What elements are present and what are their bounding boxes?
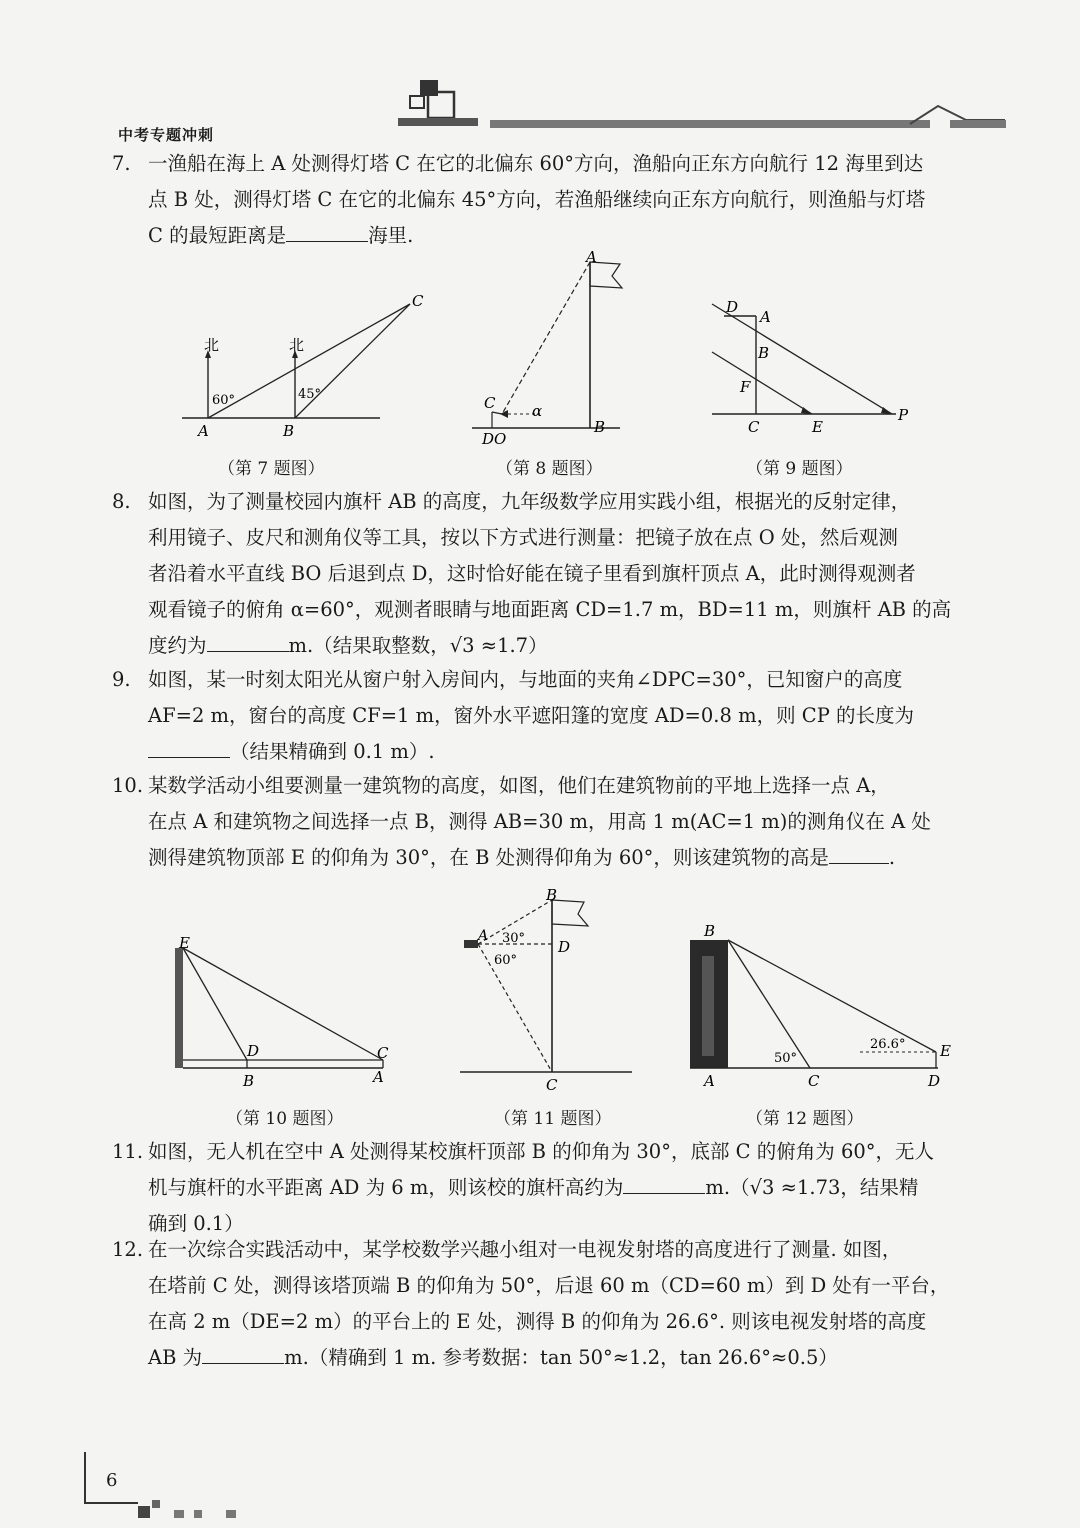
point-label-A: A [760,308,771,326]
page-number: 6 [106,1470,118,1491]
point-label-E: E [812,418,823,436]
point-label-A: A [586,248,597,266]
point-label-O: O [494,430,507,448]
point-label-D: D [928,1072,941,1090]
point-label-B: B [283,422,295,440]
point-label-A: A [198,422,209,440]
question-text: m.（精确到 1 m. 参考数据：tan 50°≈1.2，tan 26.6°≈0.5） [284,1346,838,1369]
header-label: 中考专题冲刺 [118,126,215,144]
figure-11-caption: （第 11 题图） [494,1109,612,1129]
point-label-A: A [704,1072,715,1090]
question-text: m.（√3 ≈1.73，结果精 [705,1176,919,1199]
question-text: 观看镜子的俯角 α=60°，观测者眼睛与地面距离 CD=1.7 m，BD=11 m，则旗杆 AB 的高 [148,598,952,621]
answer-blank[interactable] [207,633,289,652]
question-8 [112,484,982,664]
point-label-C: C [808,1072,820,1090]
header-decoration [390,78,1010,134]
point-label-D: D [558,938,571,956]
answer-blank[interactable] [148,739,230,758]
point-label-B: B [594,418,606,436]
question-text: . [888,846,896,869]
point-label-D: D [482,430,495,448]
north-label: 北 [204,336,220,354]
question-9 [112,662,982,770]
figure-9-caption: （第 9 题图） [746,459,853,479]
point-label-B: B [758,344,770,362]
answer-blank[interactable] [286,223,368,242]
figure-7 [170,290,440,440]
question-text: 一渔船在海上 A 处测得灯塔 C 在它的北偏东 60°方向，渔船向正东方向航行 12 海里到达 [148,152,924,175]
question-text: 度约为 [148,634,207,657]
question-text: （结果精确到 0.1 m）. [230,740,435,763]
question-11 [112,1134,982,1242]
answer-blank[interactable] [829,845,889,864]
question-number: 9. [112,668,131,691]
question-10 [112,768,982,876]
question-text: 在塔前 C 处，测得该塔顶端 B 的仰角为 50°，后退 60 m（CD=60 m）到 D 处有一平台， [148,1274,950,1297]
angle-label: 50° [774,1051,798,1066]
point-label-D: D [726,298,739,316]
question-text: m.（结果取整数，√3 ≈1.7） [288,634,548,657]
question-text: 点 B 处，测得灯塔 C 在它的北偏东 45°方向，若渔船继续向正东方向航行，则渔船与灯塔 [148,188,926,211]
figure-8 [470,248,640,448]
question-text: AB 为 [148,1346,203,1369]
question-text: 在点 A 和建筑物之间选择一点 B，测得 AB=30 m，用高 1 m(AC=1 m)的测角仪在 A 处 [148,810,931,833]
point-label-F: F [740,378,751,396]
point-label-A: A [373,1068,384,1086]
angle-label: 45° [298,387,322,402]
figure-12 [686,920,956,1092]
angle-label: 30° [502,931,526,946]
figure-9 [700,294,920,440]
question-text: AF=2 m，窗台的高度 CF=1 m，窗外水平遮阳篷的宽度 AD=0.8 m，则 CP 的长度为 [148,704,915,727]
question-text: 如图，某一时刻太阳光从窗户射入房间内，与地面的夹角∠DPC=30°，已知窗户的高度 [148,668,903,691]
question-number: 11. [112,1140,144,1163]
question-7 [112,146,982,254]
point-label-D: D [247,1042,260,1060]
question-text: 在一次综合实践活动中，某学校数学兴趣小组对一电视发射塔的高度进行了测量. 如图， [148,1238,902,1261]
point-label-A: A [478,928,489,944]
point-label-C: C [484,394,496,412]
question-text: 某数学活动小组要测量一建筑物的高度，如图，他们在建筑物前的平地上选择一点 A， [148,774,890,797]
point-label-P: P [898,406,909,424]
figure-11 [452,886,642,1096]
question-number: 8. [112,490,131,513]
point-label-C: C [412,292,424,310]
question-text: 如图，无人机在空中 A 处测得某校旗杆顶部 B 的仰角为 30°，底部 C 的俯角为 60°，无人 [148,1140,935,1163]
question-text: 海里. [368,224,414,247]
point-label-B: B [704,922,716,940]
angle-label-alpha: α [532,402,543,420]
angle-label: 60° [494,953,518,968]
question-text: 测得建筑物顶部 E 的仰角为 30°，在 B 处测得仰角为 60°，则该建筑物的高是 [148,846,829,869]
point-label-E: E [940,1042,951,1060]
question-number: 7. [112,152,131,175]
answer-blank[interactable] [623,1175,705,1194]
north-label: 北 [289,336,305,354]
answer-blank[interactable] [202,1345,284,1364]
point-label-C: C [546,1076,558,1094]
question-text: 者沿着水平直线 BO 后退到点 D，这时恰好能在镜子里看到旗杆顶点 A，此时测得观测者 [148,562,916,585]
question-text: 如图，为了测量校园内旗杆 AB 的高度，九年级数学应用实践小组，根据光的反射定律， [148,490,911,513]
footer-decoration [134,1496,274,1526]
question-text: 机与旗杆的水平距离 AD 为 6 m，则该校的旗杆高约为 [148,1176,624,1199]
angle-label: 60° [212,393,236,408]
question-text: 确到 0.1） [148,1212,244,1235]
page-number-box [84,1452,138,1504]
question-number: 10. [112,774,144,797]
figure-12-caption: （第 12 题图） [746,1109,864,1129]
point-label-E: E [179,934,190,952]
figure-10 [165,928,405,1093]
question-text: C 的最短距离是 [148,224,287,247]
figure-7-caption: （第 7 题图） [218,459,325,479]
question-text: 利用镜子、皮尺和测角仪等工具，按以下方式进行测量：把镜子放在点 O 处，然后观测 [148,526,898,549]
question-12 [112,1232,982,1376]
figure-10-caption: （第 10 题图） [226,1109,344,1129]
point-label-C: C [748,418,760,436]
point-label-B: B [546,886,558,904]
point-label-C: C [377,1044,389,1062]
question-number: 12. [112,1238,144,1261]
angle-label: 26.6° [870,1037,906,1052]
point-label-B: B [243,1072,255,1090]
figure-8-caption: （第 8 题图） [496,459,603,479]
question-text: 在高 2 m（DE=2 m）的平台上的 E 处，测得 B 的仰角为 26.6°. 则该电视发射塔的高度 [148,1310,927,1333]
